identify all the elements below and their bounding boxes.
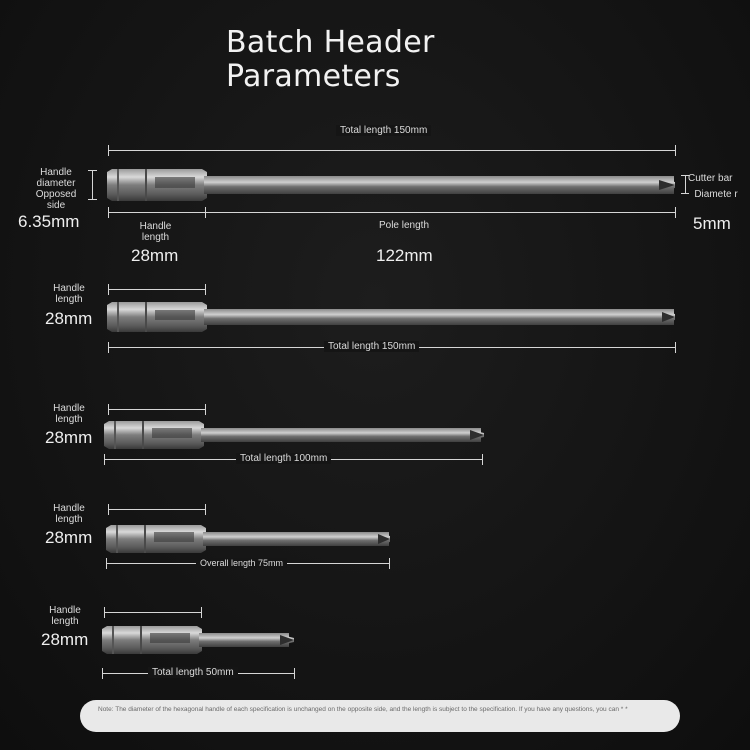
tick	[92, 170, 93, 199]
bit-2-handle-line	[108, 289, 205, 290]
pole-length-value: 122mm	[376, 246, 433, 265]
bit-2-handle-length-label: Handle length	[53, 283, 85, 305]
tick	[108, 207, 109, 218]
bit-2-handle-length-value: 28mm	[45, 309, 93, 328]
bit-1-handle-length-value: 28mm	[131, 246, 179, 265]
title-line-1: Batch Header	[226, 25, 435, 60]
tick	[88, 170, 97, 171]
pole-length-label: Pole length	[378, 220, 430, 231]
tick	[108, 342, 109, 353]
bit-1-total-line	[108, 150, 675, 151]
bit-4-handle-length-value: 28mm	[45, 528, 93, 547]
tick	[675, 207, 676, 218]
tick	[675, 145, 676, 156]
bit-1-image	[107, 169, 679, 201]
tick	[108, 404, 109, 415]
tick	[681, 193, 689, 194]
tick	[675, 342, 676, 353]
bit-3-handle-length-value: 28mm	[45, 428, 93, 447]
tick	[104, 607, 105, 618]
tick	[88, 199, 97, 200]
tick	[108, 145, 109, 156]
bit-5-handle-length-value: 28mm	[41, 630, 89, 649]
tick	[104, 454, 105, 465]
tick	[205, 207, 206, 218]
cutter-bar-label: Cutter bar	[688, 173, 733, 184]
tick	[106, 558, 107, 569]
bit-3-total-label: Total length 100mm	[236, 453, 331, 464]
bit-5-image	[102, 626, 298, 654]
tick	[201, 607, 202, 618]
handle-diameter-label: Handle diameter Opposed side	[35, 167, 77, 211]
cutter-diameter-label: Diamete r	[694, 189, 738, 200]
bit-1-handle-length-label: Handle length	[139, 221, 172, 243]
cutter-diameter-value: 5mm	[693, 214, 731, 233]
note-text: Note: The diameter of the hexagonal handle of each specification is unchanged on the opposite side, and the length is subject to the specification. If you have any questions, you can * *	[98, 706, 628, 713]
bit-4-image	[106, 525, 394, 553]
tick	[482, 454, 483, 465]
bit-4-handle-line	[108, 509, 205, 510]
bit-1-total-label: Total length 150mm	[336, 125, 431, 136]
bit-4-handle-length-label: Handle length	[53, 503, 85, 525]
tick	[205, 404, 206, 415]
page-title	[226, 26, 435, 94]
bit-3-image	[104, 421, 486, 449]
bit-1-segment-line	[108, 212, 675, 213]
note-banner	[80, 700, 680, 732]
bit-4-total-label: Overall length 75mm	[196, 558, 287, 568]
bit-3-handle-length-label: Handle length	[53, 403, 85, 425]
tick	[685, 175, 686, 193]
tick	[108, 284, 109, 295]
bit-5-handle-length-label: Handle length	[49, 605, 81, 627]
title-line-2: Parameters	[226, 59, 401, 94]
tick	[389, 558, 390, 569]
tick	[294, 668, 295, 679]
bit-5-handle-line	[104, 612, 201, 613]
bit-2-total-label: Total length 150mm	[324, 341, 419, 352]
bit-2-image	[107, 302, 679, 332]
tick	[108, 504, 109, 515]
tick	[205, 504, 206, 515]
tick	[205, 284, 206, 295]
tick	[102, 668, 103, 679]
bit-5-total-label: Total length 50mm	[148, 667, 238, 678]
handle-diameter-value: 6.35mm	[18, 212, 80, 231]
bit-3-handle-line	[108, 409, 205, 410]
